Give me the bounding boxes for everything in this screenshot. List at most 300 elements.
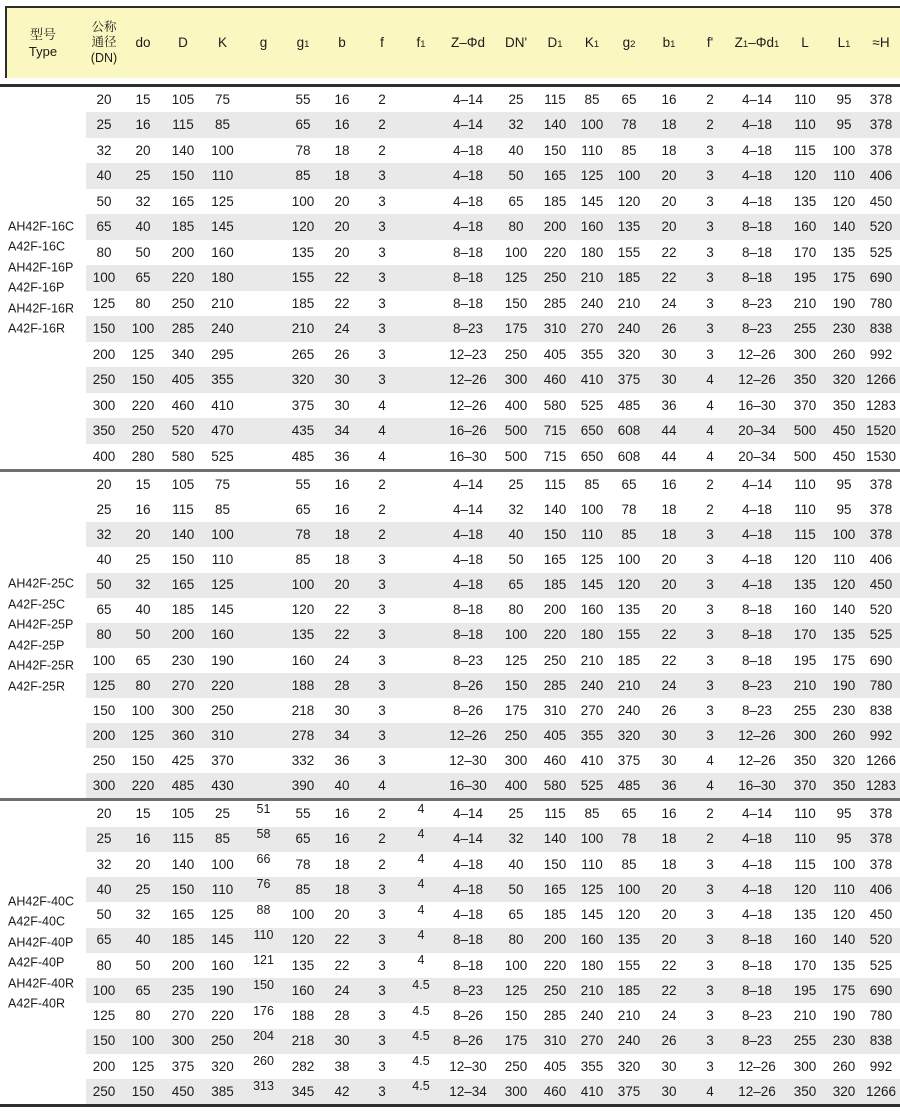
cell-z1-phi-d1: 8–18 <box>741 270 773 286</box>
cell-l: 110 <box>794 117 816 133</box>
cell-f1 <box>402 648 440 673</box>
column-header-dn <box>86 8 122 78</box>
cell-b1: 20 <box>661 577 677 593</box>
cell-d: 375 <box>171 1058 195 1074</box>
cell-l1: 95 <box>836 502 852 518</box>
cell-g1: 65 <box>295 117 311 133</box>
cell-z-phi-d: 4–14 <box>452 502 484 518</box>
cell-f1 <box>402 265 440 291</box>
cell-l: 115 <box>794 527 816 543</box>
cell-l1: 110 <box>833 881 855 897</box>
cell-b: 22 <box>334 270 350 286</box>
cell-k: 100 <box>211 527 234 543</box>
cell-z-phi-d: 4–18 <box>452 527 484 543</box>
cell-do: 250 <box>131 423 155 439</box>
cell-d: 150 <box>171 881 195 897</box>
cell-f-prime: 3 <box>706 244 714 260</box>
cell-b1: 16 <box>661 806 677 822</box>
cell-f1 <box>402 189 440 215</box>
cell-f1 <box>402 723 440 748</box>
cell-d: 115 <box>172 831 194 847</box>
cell-l1: 135 <box>832 957 856 973</box>
cell-g1: 78 <box>295 142 311 158</box>
cell-dn: 20 <box>96 477 112 493</box>
cell-z-phi-d: 12–30 <box>449 752 487 768</box>
cell-k1: 180 <box>580 627 604 643</box>
cell-f-prime: 3 <box>706 1033 714 1049</box>
cell-b1: 24 <box>661 295 677 311</box>
cell-z1-phi-d1: 8–23 <box>741 321 773 337</box>
cell-f-prime: 2 <box>706 91 714 107</box>
cell-f-prime: 3 <box>706 652 714 668</box>
cell-h: 525 <box>869 244 893 260</box>
cell-do: 65 <box>135 652 151 668</box>
cell-b1: 26 <box>661 1033 677 1049</box>
cell-b: 30 <box>334 397 350 413</box>
cell-b: 34 <box>334 727 350 743</box>
cell-z-phi-d: 8–26 <box>452 1008 484 1024</box>
cell-f-prime: 3 <box>706 527 714 543</box>
cell-d: 185 <box>171 602 195 618</box>
cell-k1: 145 <box>580 907 604 923</box>
cell-g1: 265 <box>291 346 315 362</box>
type-column-spacer <box>0 189 86 215</box>
cell-l: 170 <box>793 627 817 643</box>
cell-dn-prime: 300 <box>504 1083 528 1099</box>
cell-z-phi-d: 8–18 <box>452 270 484 286</box>
cell-g2: 210 <box>617 677 641 693</box>
cell-f: 2 <box>378 831 386 847</box>
cell-f: 3 <box>378 982 386 998</box>
cell-f1 <box>402 87 440 113</box>
cell-h: 406 <box>869 552 893 568</box>
cell-l1: 140 <box>832 932 856 948</box>
cell-dn-prime: 65 <box>508 907 524 923</box>
cell-z-phi-d: 4–14 <box>452 477 484 493</box>
cell-g2: 240 <box>617 702 641 718</box>
cell-f1: 4.5 <box>412 1079 430 1094</box>
cell-l: 370 <box>793 397 817 413</box>
cell-f: 3 <box>378 1033 386 1049</box>
cell-d: 200 <box>171 627 195 643</box>
cell-b: 22 <box>334 957 350 973</box>
cell-z1-phi-d1: 4–18 <box>741 117 773 133</box>
cell-dn-prime: 50 <box>508 168 524 184</box>
cell-d1: 310 <box>543 702 567 718</box>
table-row <box>0 240 900 266</box>
table-row <box>0 342 900 368</box>
cell-g1: 100 <box>291 577 315 593</box>
cell-l1: 450 <box>832 448 856 464</box>
cell-k: 110 <box>211 552 234 568</box>
cell-h: 378 <box>869 527 893 543</box>
cell-l1: 135 <box>832 627 856 643</box>
cell-k1: 160 <box>580 602 604 618</box>
cell-b1: 20 <box>661 932 677 948</box>
cell-f1 <box>402 393 440 419</box>
cell-f-prime: 4 <box>706 448 714 464</box>
cell-b: 26 <box>334 346 350 362</box>
cell-h: 406 <box>869 168 893 184</box>
cell-k: 100 <box>211 142 234 158</box>
cell-g2: 485 <box>617 777 641 793</box>
cell-l: 500 <box>793 448 817 464</box>
cell-dn-prime: 25 <box>508 806 524 822</box>
cell-do: 100 <box>131 321 155 337</box>
cell-b1: 20 <box>661 881 677 897</box>
cell-f: 3 <box>378 168 386 184</box>
table-row <box>0 87 900 113</box>
cell-g2: 320 <box>617 727 641 743</box>
cell-z-phi-d: 8–18 <box>452 957 484 973</box>
cell-f: 3 <box>378 552 386 568</box>
cell-d: 105 <box>171 477 195 493</box>
cell-k1: 85 <box>584 477 600 493</box>
column-header-f: f <box>380 35 384 51</box>
cell-do: 125 <box>131 346 155 362</box>
type-column-spacer <box>0 801 86 826</box>
cell-f1 <box>402 214 440 240</box>
cell-z-phi-d: 8–26 <box>452 1033 484 1049</box>
cell-l: 135 <box>793 907 817 923</box>
cell-b1: 22 <box>661 982 677 998</box>
cell-g2: 85 <box>621 142 637 158</box>
cell-b: 24 <box>334 321 350 337</box>
cell-z1-phi-d1: 16–30 <box>738 397 776 413</box>
cell-d: 450 <box>171 1083 195 1099</box>
cell-dn-prime: 125 <box>504 982 528 998</box>
cell-z-phi-d: 8–23 <box>452 652 484 668</box>
cell-f-prime: 3 <box>706 982 714 998</box>
type-column-spacer <box>0 827 86 852</box>
cell-h: 520 <box>869 219 893 235</box>
cell-dn: 350 <box>92 423 116 439</box>
cell-f: 3 <box>378 1008 386 1024</box>
cell-dn-prime: 100 <box>504 957 528 973</box>
table-row <box>0 418 900 444</box>
cell-g1: 85 <box>295 168 311 184</box>
cell-f-prime: 3 <box>706 1008 714 1024</box>
cell-l1: 230 <box>832 1033 856 1049</box>
cell-b1: 22 <box>661 270 677 286</box>
cell-k: 145 <box>211 932 234 948</box>
cell-g1: 100 <box>291 193 315 209</box>
cell-dn: 20 <box>96 91 112 107</box>
cell-b: 22 <box>334 932 350 948</box>
cell-f1 <box>402 112 440 138</box>
cell-g1: 332 <box>291 752 315 768</box>
cell-z1-phi-d1: 8–18 <box>741 932 773 948</box>
cell-z-phi-d: 4–18 <box>452 907 484 923</box>
cell-h: 378 <box>869 502 893 518</box>
cell-d1: 115 <box>544 91 566 107</box>
column-header-z1-phi-d1: Z1–Φd1 <box>734 35 780 51</box>
cell-f: 2 <box>378 806 386 822</box>
cell-dn-prime: 32 <box>508 831 524 847</box>
cell-f: 3 <box>378 577 386 593</box>
cell-dn: 20 <box>96 806 112 822</box>
table-row <box>0 1054 900 1079</box>
cell-k1: 85 <box>584 91 600 107</box>
cell-z-phi-d: 4–18 <box>452 552 484 568</box>
cell-k1: 525 <box>580 777 604 793</box>
cell-g <box>243 648 284 673</box>
cell-b: 22 <box>334 295 350 311</box>
type-model-name: AH42F-40P <box>8 935 74 950</box>
cell-b: 16 <box>334 91 350 107</box>
cell-d: 405 <box>171 372 195 388</box>
column-header-b: b <box>338 35 346 51</box>
type-model-name: AH42F-16P <box>8 260 74 275</box>
cell-f1: 4.5 <box>412 1003 430 1018</box>
cell-f-prime: 2 <box>706 117 714 133</box>
cell-k: 190 <box>211 652 234 668</box>
cell-g2: 320 <box>617 1058 641 1074</box>
cell-l: 300 <box>793 727 817 743</box>
type-column-spacer <box>0 1054 86 1079</box>
cell-g <box>243 444 284 470</box>
cell-dn: 100 <box>92 982 116 998</box>
cell-f: 2 <box>378 856 386 872</box>
cell-k1: 650 <box>580 423 604 439</box>
cell-g2: 608 <box>617 448 641 464</box>
cell-k: 240 <box>211 321 234 337</box>
cell-d: 270 <box>171 677 195 693</box>
cell-f1 <box>402 163 440 189</box>
cell-f1 <box>402 698 440 723</box>
cell-z1-phi-d1: 12–26 <box>738 1083 776 1099</box>
cell-l1: 190 <box>832 677 856 693</box>
cell-k1: 125 <box>580 552 604 568</box>
type-column-spacer <box>0 723 86 748</box>
cell-dn-prime: 125 <box>504 270 528 286</box>
cell-g2: 78 <box>621 117 637 133</box>
cell-g <box>243 773 284 798</box>
cell-g <box>243 163 284 189</box>
cell-l1: 140 <box>832 602 856 618</box>
cell-h: 992 <box>869 1058 893 1074</box>
column-header-k1: K1 <box>584 35 600 51</box>
cell-g <box>243 748 284 773</box>
cell-g2: 135 <box>617 602 641 618</box>
cell-d: 165 <box>171 907 195 923</box>
cell-z1-phi-d1: 8–18 <box>741 602 773 618</box>
cell-f: 3 <box>378 346 386 362</box>
cell-dn-prime: 250 <box>504 346 528 362</box>
type-model-name: AH42F-25C <box>8 576 74 591</box>
table-row <box>0 598 900 623</box>
cell-k1: 410 <box>580 752 604 768</box>
cell-d1: 405 <box>543 1058 567 1074</box>
cell-l1: 120 <box>832 193 856 209</box>
type-column-spacer <box>0 852 86 877</box>
cell-l: 210 <box>793 1008 817 1024</box>
cell-f: 3 <box>378 881 386 897</box>
cell-z1-phi-d1: 4–18 <box>741 168 773 184</box>
cell-l1: 95 <box>836 806 852 822</box>
cell-h: 780 <box>869 1008 893 1024</box>
cell-f1: 4.5 <box>412 1028 430 1043</box>
cell-b: 22 <box>334 602 350 618</box>
cell-h: 525 <box>869 957 893 973</box>
cell-z1-phi-d1: 8–18 <box>741 244 773 260</box>
cell-z-phi-d: 4–18 <box>452 168 484 184</box>
cell-do: 150 <box>131 1083 155 1099</box>
table-row <box>0 698 900 723</box>
cell-b: 36 <box>334 752 350 768</box>
cell-d: 140 <box>171 142 195 158</box>
cell-k1: 270 <box>580 1033 604 1049</box>
cell-g2: 485 <box>617 397 641 413</box>
cell-do: 20 <box>135 142 151 158</box>
cell-d1: 165 <box>543 881 567 897</box>
cell-dn: 50 <box>96 577 112 593</box>
cell-k1: 180 <box>580 244 604 260</box>
cell-z1-phi-d1: 12–26 <box>738 1058 776 1074</box>
cell-b1: 18 <box>661 831 677 847</box>
type-column-spacer <box>0 547 86 572</box>
table-row <box>0 367 900 393</box>
cell-z1-phi-d1: 4–14 <box>741 91 773 107</box>
cell-h: 1530 <box>865 448 897 464</box>
table-row <box>0 472 900 497</box>
cell-b: 42 <box>334 1083 350 1099</box>
cell-g2: 100 <box>617 881 641 897</box>
cell-b: 30 <box>334 372 350 388</box>
cell-f-prime: 3 <box>706 677 714 693</box>
type-column-spacer <box>0 87 86 113</box>
cell-k: 525 <box>211 448 234 464</box>
cell-d: 185 <box>171 219 195 235</box>
cell-z1-phi-d1: 8–23 <box>741 677 773 693</box>
cell-k: 430 <box>211 777 234 793</box>
cell-g2: 155 <box>617 244 641 260</box>
cell-f1: 4 <box>417 852 425 867</box>
cell-k: 385 <box>211 1083 234 1099</box>
cell-l: 160 <box>793 219 817 235</box>
cell-h: 1266 <box>865 1083 897 1099</box>
cell-dn: 100 <box>92 270 116 286</box>
type-group-2 <box>0 472 900 798</box>
cell-dn-prime: 250 <box>504 727 528 743</box>
cell-z1-phi-d1: 8–23 <box>741 1008 773 1024</box>
cell-z1-phi-d1: 20–34 <box>738 448 776 464</box>
cell-d1: 220 <box>543 244 567 260</box>
cell-l: 210 <box>793 295 817 311</box>
table-header-band <box>0 8 900 78</box>
cell-f1: 4.5 <box>412 978 430 993</box>
cell-g2: 185 <box>617 270 641 286</box>
cell-d1: 150 <box>543 856 567 872</box>
cell-z-phi-d: 4–18 <box>452 881 484 897</box>
cell-d: 485 <box>171 777 195 793</box>
cell-h: 378 <box>869 477 893 493</box>
cell-g2: 375 <box>617 372 641 388</box>
cell-g2: 240 <box>617 321 641 337</box>
cell-b: 38 <box>334 1058 350 1074</box>
cell-g2: 85 <box>621 527 637 543</box>
cell-b: 16 <box>334 831 350 847</box>
cell-b1: 26 <box>661 321 677 337</box>
cell-d1: 115 <box>544 477 566 493</box>
cell-z-phi-d: 12–26 <box>449 397 487 413</box>
cell-f1 <box>402 573 440 598</box>
cell-do: 25 <box>135 552 151 568</box>
cell-h: 450 <box>869 577 893 593</box>
cell-k: 125 <box>211 907 234 923</box>
cell-l1: 260 <box>832 1058 856 1074</box>
top-border-line <box>5 6 900 8</box>
cell-g <box>243 393 284 419</box>
cell-do: 100 <box>131 702 155 718</box>
cell-g1: 282 <box>291 1058 315 1074</box>
cell-f1 <box>402 623 440 648</box>
cell-g: 121 <box>253 953 274 968</box>
dn-header-line3: (DN) <box>90 50 118 65</box>
cell-g2: 210 <box>617 1008 641 1024</box>
cell-f: 4 <box>378 397 386 413</box>
cell-d1: 285 <box>543 677 567 693</box>
table-row <box>0 648 900 673</box>
cell-z-phi-d: 12–34 <box>449 1083 487 1099</box>
table-row <box>0 877 900 902</box>
cell-d: 115 <box>172 502 194 518</box>
cell-k1: 270 <box>580 321 604 337</box>
cell-f-prime: 3 <box>706 193 714 209</box>
type-model-name: A42F-25P <box>8 638 65 653</box>
cell-b: 22 <box>334 627 350 643</box>
cell-do: 15 <box>135 806 151 822</box>
cell-k: 210 <box>211 295 234 311</box>
cell-z-phi-d: 12–26 <box>449 372 487 388</box>
cell-do: 25 <box>135 168 151 184</box>
cell-dn: 300 <box>92 777 116 793</box>
type-group-3 <box>0 801 900 1104</box>
cell-g2: 320 <box>617 346 641 362</box>
cell-g: 58 <box>256 826 271 841</box>
cell-l1: 120 <box>832 577 856 593</box>
cell-d1: 115 <box>544 806 566 822</box>
cell-dn-prime: 50 <box>508 552 524 568</box>
cell-l: 170 <box>793 244 817 260</box>
cell-g2: 120 <box>617 577 641 593</box>
cell-b1: 20 <box>661 907 677 923</box>
cell-g <box>243 265 284 291</box>
cell-do: 32 <box>135 193 151 209</box>
cell-b: 18 <box>334 881 350 897</box>
dn-header-line1: 公称 <box>91 19 117 34</box>
cell-dn: 25 <box>96 117 112 133</box>
cell-z1-phi-d1: 16–30 <box>738 777 776 793</box>
cell-l1: 95 <box>836 91 852 107</box>
cell-f-prime: 3 <box>706 856 714 872</box>
cell-b: 18 <box>334 168 350 184</box>
cell-dn-prime: 175 <box>504 1033 528 1049</box>
cell-h: 1266 <box>865 752 897 768</box>
cell-dn: 65 <box>96 932 112 948</box>
cell-d1: 220 <box>543 627 567 643</box>
cell-k1: 410 <box>580 372 604 388</box>
cell-k1: 355 <box>580 727 604 743</box>
cell-b1: 44 <box>661 423 677 439</box>
cell-z1-phi-d1: 4–14 <box>741 806 773 822</box>
cell-h: 520 <box>869 932 893 948</box>
cell-d1: 200 <box>543 219 567 235</box>
cell-b1: 30 <box>661 1083 677 1099</box>
cell-k: 310 <box>211 727 234 743</box>
cell-h: 690 <box>869 982 893 998</box>
cell-z1-phi-d1: 12–26 <box>738 752 776 768</box>
